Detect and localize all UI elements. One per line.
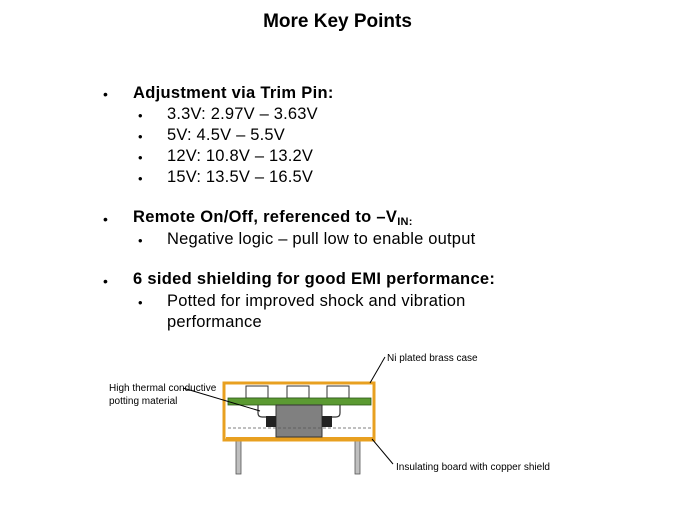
heading-shielding: 6 sided shielding for good EMI performance:	[133, 270, 496, 288]
component-dark-left	[266, 416, 276, 427]
clip-left	[258, 405, 276, 417]
trim-item-12v: 12V: 10.8V – 13.2V	[167, 147, 314, 165]
bullet-marker: •	[138, 129, 143, 144]
potting-label-line1: High thermal conductive	[109, 383, 217, 394]
component-dark-right	[322, 416, 332, 427]
transformer-core	[276, 405, 322, 437]
pcb	[228, 398, 371, 405]
bullet-marker: •	[138, 233, 143, 248]
shield-item-continuation: performance	[167, 313, 262, 331]
bullet-marker: •	[138, 108, 143, 123]
bullet-marker: •	[138, 150, 143, 165]
bullet-marker: •	[103, 273, 108, 289]
heading-remote-subscript: IN:	[397, 216, 413, 228]
slide-title: More Key Points	[263, 11, 412, 32]
shield-item-potted: Potted for improved shock and vibration	[167, 292, 466, 310]
heading-trim-pin: Adjustment via Trim Pin:	[133, 84, 334, 102]
clip-right	[322, 405, 340, 417]
component-top	[287, 386, 309, 398]
case-leader-line	[370, 357, 385, 383]
bullet-marker: •	[103, 211, 108, 227]
component-top	[327, 386, 349, 398]
board-label: Insulating board with copper shield	[396, 462, 550, 473]
board-leader-line	[372, 439, 393, 464]
component-top	[246, 386, 268, 398]
bullet-marker: •	[103, 86, 108, 102]
pin-left	[236, 440, 241, 474]
trim-item-5v: 5V: 4.5V – 5.5V	[167, 126, 285, 144]
bullet-marker: •	[138, 171, 143, 186]
case-label: Ni plated brass case	[387, 353, 478, 364]
remote-item-negative-logic: Negative logic – pull low to enable output	[167, 230, 476, 248]
heading-remote-text: Remote On/Off, referenced to –V	[133, 208, 398, 226]
pin-right	[355, 440, 360, 474]
trim-item-3v3: 3.3V: 2.97V – 3.63V	[167, 105, 318, 123]
bullet-marker: •	[138, 295, 143, 310]
trim-item-15v: 15V: 13.5V – 16.5V	[167, 168, 314, 186]
potting-label-line2: potting material	[109, 396, 178, 407]
